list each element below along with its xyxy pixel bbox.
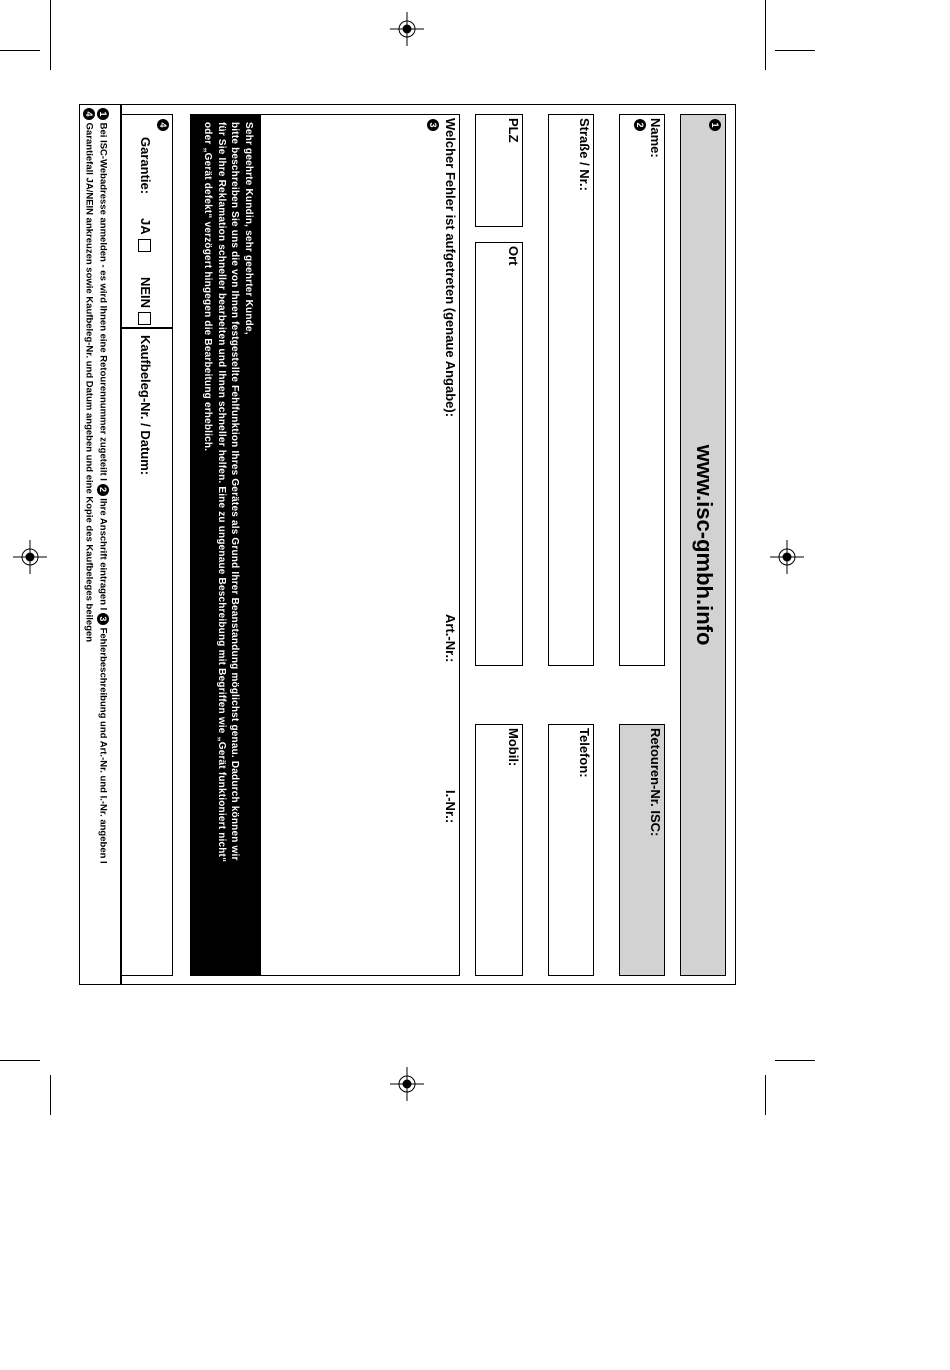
strasse-field[interactable] <box>548 114 594 666</box>
name-label: Name: <box>648 118 663 158</box>
ort-label: Ort <box>506 246 521 266</box>
footer-number-1: 1 <box>97 108 109 120</box>
crop-mark <box>50 1075 51 1115</box>
footer-step-3: Fehlerbeschreibung und Art.-Nr. und I.-Nr. angeben I <box>97 627 109 864</box>
crop-mark <box>765 1075 766 1115</box>
retouren-nr-field[interactable] <box>619 724 665 976</box>
nein-option[interactable] <box>138 277 153 325</box>
customer-notice <box>191 114 261 976</box>
ja-checkbox[interactable] <box>138 239 151 252</box>
plz-label: PLZ <box>506 118 521 143</box>
footer-step-4: Garantiefall JA/NEIN ankreuzen sowie Kaufbeleg-Nr. und Datum angeben und eine Kopie des Kaufbeleges beilegen <box>83 122 95 643</box>
section-number-2: 2 <box>634 119 646 131</box>
footer-number-2: 2 <box>97 484 109 496</box>
notice-line: oder „Gerät defekt“ verzögert hingegen die Bearbeitung erheblich. <box>202 122 214 452</box>
notice-line: Sehr geehrte Kundin, sehr geehrter Kunde, <box>243 122 254 335</box>
registration-mark-icon <box>390 1067 424 1101</box>
section-number-4: 4 <box>157 119 169 131</box>
i-nr-label: I.-Nr.: <box>443 790 458 824</box>
section-number-3: 3 <box>427 119 439 131</box>
return-form <box>78 104 736 985</box>
crop-mark <box>775 1060 815 1061</box>
footer-line-1 <box>97 108 109 864</box>
footer-line-2 <box>83 108 95 642</box>
crop-mark <box>0 50 40 51</box>
ort-field[interactable] <box>475 242 523 666</box>
name-field[interactable] <box>619 114 665 666</box>
footer-number-4: 4 <box>83 108 95 120</box>
mobil-field[interactable] <box>475 724 523 976</box>
footer-step-2: Ihre Anschrift eintragen I <box>97 498 109 611</box>
footer-number-3: 3 <box>97 613 109 625</box>
crop-mark <box>0 1060 40 1061</box>
fehler-field[interactable] <box>190 114 460 976</box>
registration-mark-icon <box>770 540 804 574</box>
mobil-label: Mobil: <box>506 728 521 767</box>
website-url[interactable]: www.isc-gmbh.info <box>692 444 717 646</box>
garantie-field <box>121 114 173 976</box>
notice-line: für Sie Ihre Reklamation schneller bearbeiten und Ihnen schneller helfen. Eine zu ungenaue Beschreibung mit Begriffen wie „Gerät funktioniert nicht“ <box>215 122 227 863</box>
strasse-label: Straße / Nr.: <box>577 118 592 191</box>
nein-label: NEIN <box>138 277 153 309</box>
kaufbeleg-label: Kaufbeleg-Nr. / Datum: <box>138 335 153 476</box>
website-bar <box>680 114 726 976</box>
notice-line: bitte beschreiben Sie uns die von Ihnen festgestellte Fehlfunktion Ihres Gerätes als Grund Ihrer Beanstandung möglichst genau. Dadurch können wir <box>229 122 241 861</box>
section-number-1: 1 <box>709 119 721 131</box>
telefon-label: Telefon: <box>577 728 592 778</box>
plz-field[interactable] <box>475 114 523 227</box>
crop-mark <box>50 0 51 70</box>
registration-mark-icon <box>390 12 424 46</box>
nein-checkbox[interactable] <box>138 312 151 325</box>
crop-mark <box>765 0 766 70</box>
garantie-label: Garantie: <box>138 137 153 195</box>
crop-mark <box>775 50 815 51</box>
ja-option[interactable] <box>138 218 153 252</box>
ja-label: JA <box>138 218 153 235</box>
kaufbeleg-divider <box>122 327 172 329</box>
telefon-field[interactable] <box>548 724 594 976</box>
registration-mark-icon <box>13 540 47 574</box>
art-nr-label: Art.-Nr.: <box>443 614 458 663</box>
footer-step-1: Bei ISC-Webadresse anmelden - es wird Ihnen eine Retourennummer zugeteilt I <box>97 122 109 481</box>
fehler-label: Welcher Fehler ist aufgetreten (genaue Angabe): <box>443 118 458 418</box>
retouren-nr-label: Retouren-Nr. ISC: <box>648 728 663 837</box>
